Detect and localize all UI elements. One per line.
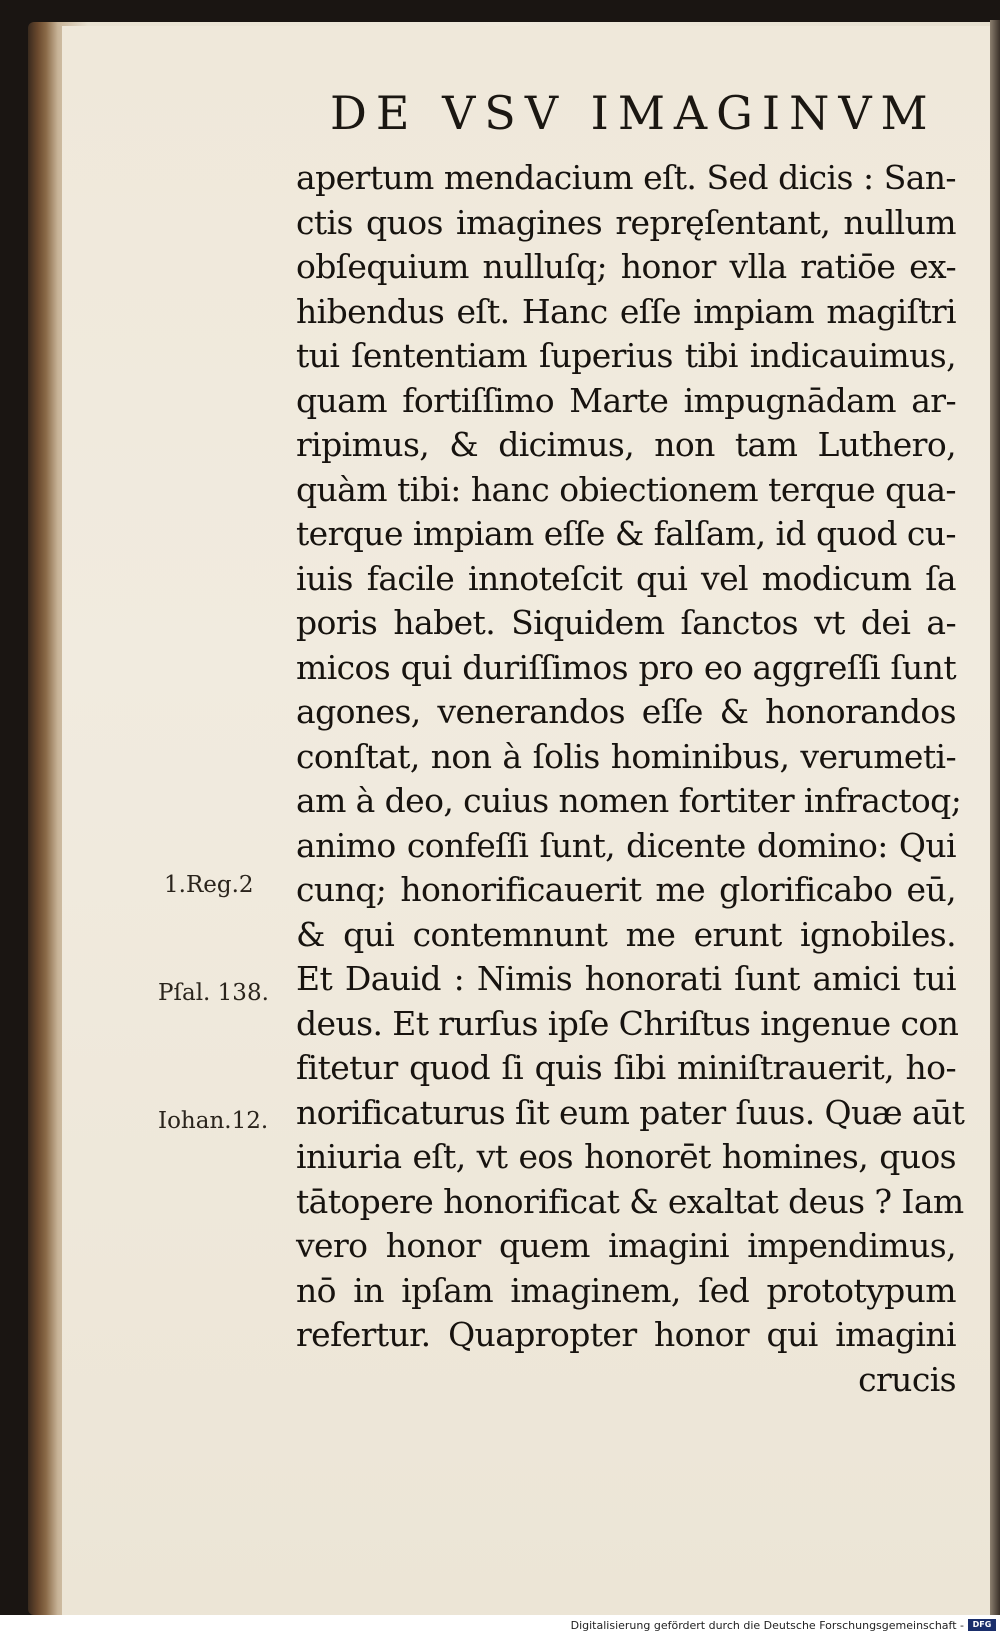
- marginal-note-reg: 1.Reg.2: [164, 872, 254, 898]
- text-line: am à deo, cuius nomen fortiter infractoq;: [296, 781, 962, 820]
- text-line: cunq; honorificauerit me glorificabo eū,: [296, 870, 956, 909]
- text-line: agones, venerandos eſſe & honorandos: [296, 692, 956, 731]
- text-line: & qui contemnunt me erunt ignobiles.: [296, 914, 956, 954]
- running-header: DE VSV IMAGINVM: [330, 86, 937, 140]
- text-line: poris habet. Siquidem ſanctos vt dei a-: [296, 603, 956, 642]
- text-line: apertum mendacium eſt. Sed dicis : San-: [296, 158, 956, 197]
- text-line: animo confeſſi ſunt, dicente domino: Qui: [296, 825, 956, 865]
- text-line: tui ſententiam ſuperius tibi indicauimus,: [296, 336, 956, 375]
- text-line: tātopere honorificat & exaltat deus ? Iam: [296, 1181, 964, 1221]
- text-line: refertur. Quapropter honor qui imagini: [296, 1315, 956, 1354]
- text-line: conſtat, non à ſolis hominibus, verumeti-: [296, 736, 956, 776]
- marginal-note-psal: Pſal. 138.: [158, 980, 269, 1006]
- text-line: nō in ipſam imaginem, ſed prototypum: [296, 1270, 956, 1310]
- body-text: [296, 156, 965, 1402]
- text-line: norificaturus ſit eum pater ſuus. Quæ aūt: [296, 1092, 965, 1132]
- text-line: ripimus, & dicimus, non tam Luthero,: [296, 425, 956, 464]
- text-line: hibendus eſt. Hanc eſſe impiam magiſtri: [296, 291, 956, 331]
- text-line: iuis facile innoteſcit qui vel modicum ſa: [296, 558, 956, 598]
- text-line: iniuria eſt, vt eos honorēt homines, quos: [296, 1137, 956, 1176]
- dfg-logo-icon: DFG: [968, 1619, 996, 1631]
- text-line: terque impiam eſſe & falſam, id quod cu-: [296, 514, 956, 553]
- text-line: quàm tibi: hanc obiectionem terque qua-: [296, 469, 956, 509]
- text-line: vero honor quem imagini impendimus,: [296, 1226, 956, 1265]
- catchword: crucis: [858, 1359, 956, 1399]
- text-line: deus. Et rurſus ipſe Chriſtus ingenue con: [296, 1003, 959, 1043]
- page-right-edge: [990, 20, 1000, 1620]
- marginal-note-iohan: Iohan.12.: [158, 1108, 269, 1134]
- footer-credit: Digitalisierung gefördert durch die Deutsche Forschungsgemeinschaft -: [570, 1619, 964, 1632]
- text-line: micos qui duriſſimos pro eo aggreſſi ſunt: [296, 647, 956, 687]
- text-line: ctis quos imagines repręſentant, nullum: [296, 202, 956, 242]
- text-line: obſequium nulluſq; honor vlla ratiōe ex-: [296, 247, 956, 286]
- text-line: Et Dauid : Nimis honorati ſunt amici tui: [296, 959, 956, 998]
- text-line: quam fortiſſimo Marte impugnādam ar-: [296, 380, 956, 420]
- text-line: fitetur quod ſi quis ſibi miniſtrauerit, ho-: [296, 1048, 956, 1087]
